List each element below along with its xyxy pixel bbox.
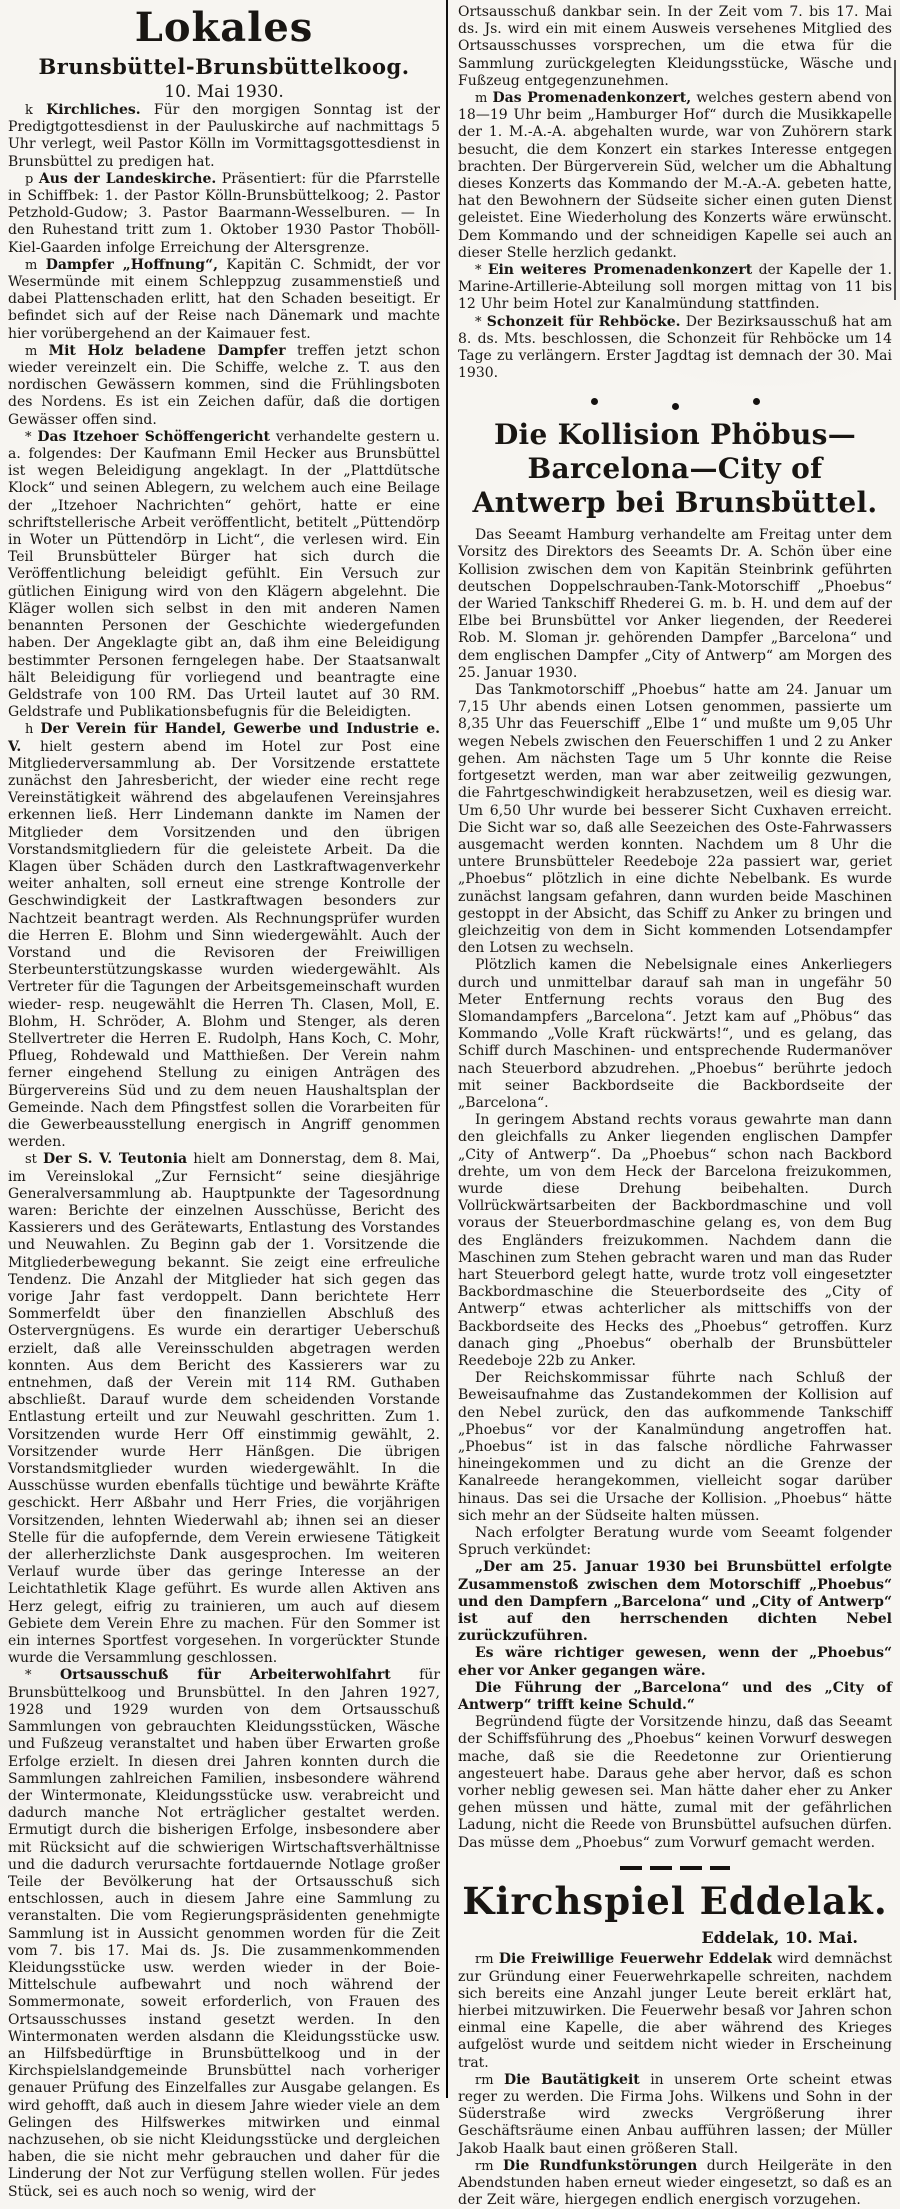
news-item: [8, 257, 440, 343]
news-item: [8, 429, 440, 721]
correspondent-mark: *: [475, 314, 482, 330]
news-item: [458, 90, 892, 262]
item-text: verhandelte gestern u. a. folgendes: Der Kaufmann Emil Hecker aus Brunsbüttel ist wegen Beleidigung angeklagt. In der „Plattdütsche Klock“ und seinen Ablegern, zu welchem auch eine Beilage der „Itzehoer Nachrichten“ gehört, hatte er eine schriftstellerische Arbeit veröffentlicht, betitelt „Püttendörp in Woter un Püttendörp in Licht“, die verlesen wird. Ein Teil Brunsbütteler Bürger hat sich durch die Veröffentlichung beleidigt gefühlt. Ein Versuch zur gütlichen Einigung wird von den Klägern abgelehnt. Die Kläger wollen sich selbst in den mit anderen Namen benannten Personen der Geschichte wiedergefunden haben. Der Angeklagte gibt an, daß ihm eine Beleidigung bestimmter Personen ferngelegen habe. Der Staatsanwalt hält Beleidigung für vorliegend und beantragte eine Geldstrafe von 100 RM. Das Urteil lautet auf 30 RM. Geldstrafe und Publikationsbefugnis für die Beleidigten.: [8, 428, 440, 721]
news-item: [458, 262, 892, 314]
article-paragraph: Das Tankmotorschiff „Phoebus“ hatte am 24. Januar um 7,15 Uhr abends einen Lotsen genommen, passierte um 8,35 Uhr das Feuerschiff „Elbe 1“ und mußte um 9,05 Uhr wegen Nebels zwischen den Feuerschiffen 1 und 2 zu Anker gehen. Am nächsten Tage um 5 Uhr konnte die Reise fortgesetzt werden, man war aber zeitweilig gezwungen, die Fahrtgeschwindigkeit herabzusetzen, weil es diesig war. Um 6,50 Uhr wurde bei besserer Sicht Cuxhaven erreicht. Die Sicht war so, daß alle Seezeichen des Oste-Fahrwassers ausgemacht werden konnten. Nachdem um 8 Uhr die untere Brunsbütteler Reedeboje 22a passiert war, geriet „Phoebus“ plötzlich in eine dichte Nebelbank. Es wurde zunächst langsam gefahren, dann wurden beide Maschinen gestoppt in der Absicht, das Schiff zu Anker zu bringen und gleichzeitig von dem in Sicht kommenden Lotsendampfer den Lotsen zu wechseln.: [458, 682, 892, 957]
item-lead: Ein weiteres Promenadenkonzert: [487, 262, 753, 279]
item-text: der Kapelle der 1. Marine-Artillerie-Abteilung soll morgen mittag von 11 bis 12 Uhr beim Hotel zur Kanalmündung stattfinden.: [458, 262, 892, 313]
article-paragraph: Begründend fügte der Vorsitzende hinzu, daß das Seeamt der Schiffsführung des „Phoebus“ keinen Vorwurf deswegen mache, daß sie die Reedetonne zur Orientierung angesteuert habe. Daraus gehe aber hervor, daß es schon vorher neblig gewesen sei. Man hätte daher eher zu Anker gehen müssen und hätte, zumal mit der gefährlichen Ladung, nicht die Reede von Brunsbüttel aufsuchen dürfen. Das müsse dem „Phoebus“ zum Vorwurf gemacht werden.: [458, 1714, 892, 1851]
article-paragraph: In geringem Abstand rechts voraus gewahrte man dann den gleichfalls zu Anker liegenden englischen Dampfer „City of Antwerp“. Da „Phoebus“ schon nach Backbord drehte, um von dem Heck der Barcelona freizukommen, wurde diese Drehung beibehalten. Durch Vollrückwärtsarbeiten der Backbordmaschine und voll voraus der Steuerbordmaschine gelang es, von dem Bug des Engländers freizukommen. Nachdem dann die Maschinen zum Stehen gebracht waren und man das Ruder hart Steuerbord gelegt hatte, wurde trotz voll eingesetzter Backbordmaschine die Steuerbordseite des „City of Antwerp“ etwas achterlicher als mittschiffs von der Backbordseite des Hecks des „Phoebus“ getroffen. Kurz danach ging „Phoebus“ oberhalb der Brunsbütteler Reedeboje 22b zu Anker.: [458, 1112, 892, 1369]
news-item: [458, 314, 892, 383]
left-column: [8, 0, 440, 2201]
correspondent-mark: *: [25, 1668, 32, 1684]
item-lead: Das Promenadenkonzert,: [492, 90, 692, 107]
correspondent-mark: m: [25, 343, 38, 359]
continuation-paragraph: Ortsausschuß dankbar sein. In der Zeit vom 7. bis 17. Mai ds. Js. wird ein mit einem Ausweis versehenes Mitglied des Ortsausschusses vorsprechen, um die etwa für die Sammlung zurückgelegten Kleidungsstücke, Wäsche und Fußzeug entgegenzunehmen.: [458, 4, 892, 89]
correspondent-mark: st: [25, 1152, 37, 1168]
correspondent-mark: rm: [475, 2072, 494, 2088]
article-paragraph: Nach erfolgter Beratung wurde vom Seeamt folgender Spruch verkündet:: [458, 1525, 892, 1559]
item-text: hielt am Donnerstag, dem 8. Mai, im Vereinslokal „Zur Fernsicht“ seine diesjährige Generalversammlung ab. Hauptpunkte der Tagesordnung waren: Berichte der einzelnen Ausschüsse, Bericht des Kassierers und des Gerätewarts, Entlastung des Vorstandes und Neuwahlen. Zu Beginn gab der 1. Vorsitzende die Mitgliederbewegung bekannt. Sie zeigt eine erfreuliche Tendenz. Die Anzahl der Mitglieder hat sich gegen das vorige Jahr fast verdoppelt. Dann berichtete Herr Sommerfeldt über den finanziellen Abschluß des Ostervergnügens. Es wurde ein derartiger Ueberschuß erzielt, daß alle Vereinsschulden abgetragen werden konnten. Aus dem Bericht des Kassierers war zu entnehmen, daß der Verein mit 114 RM. Guthaben abschließt. Darauf wurde dem scheidenden Vorstande Entlastung erteilt und zur Neuwahl geschritten. Zum 1. Vorsitzenden wurde Herr Off einstimmig gewählt, 2. Vorsitzender wurde Herr Hänßgen. Die übrigen Vorstandsmitglieder wurden wiedergewählt. In die Ausschüsse wurden ebenfalls tüchtige und bewährte Kräfte geschickt. Herr Aßbahr und Herr Fries, die vorjährigen Vorsitzenden, lehnten Wiederwahl ab; ihnen sei an dieser Stelle für die aufopfernde, dem Verein erwiesene Tätigkeit der allerherzlichste Dank ausgesprochen. Im weiteren Verlauf wurde über das geringe Interesse an der Leichtathletik Klage geführt. Es wurde allen Aktiven ans Herz gelegt, eifrig zu trainieren, um auch auf diesem Gebiete dem Verein Ehre zu machen. Für den Sommer ist ein internes Sportfest vorgesehen. In vorgerückter Stunde wurde die Versammlung geschlossen.: [8, 1151, 441, 1667]
collision-article-headline: Die Kollision Phöbus—Barcelona—City of Antwerp bei Brunsbüttel.: [472, 418, 878, 519]
news-item: [458, 2072, 892, 2158]
column-divider-rule: [446, 0, 448, 2098]
item-text: durch Heilgeräte in den Abendstunden haben erneut wieder eingesetzt, so daß es an der Zeit wäre, hiergegen endlich energisch vorzugehen.: [458, 2157, 893, 2209]
item-lead: Schonzeit für Rehböcke.: [486, 313, 681, 330]
verdict-paragraph: „Der am 25. Januar 1930 bei Brunsbüttel erfolgte Zusammenstoß zwischen dem Motorschiff „Phoebus“ und den Dampfern „Barcelona“ und „City of Antwerp“ ist auf den herrschenden dichten Nebel zurückzuführen.: [458, 1559, 892, 1645]
correspondent-mark: m: [475, 91, 488, 107]
item-text: Der Bezirksausschuß hat am 8. ds. Mts. beschlossen, die Schonzeit für Rehböcke um 14 Tage zu verlängern. Erster Jagdtag ist demnach der 30. Mai 1930.: [458, 313, 893, 382]
correspondent-mark: k: [25, 103, 33, 118]
correspondent-mark: p: [25, 171, 34, 187]
correspondent-mark: *: [475, 263, 482, 279]
article-paragraph: Das Seeamt Hamburg verhandelte am Freitag unter dem Vorsitz des Direktors des Seeamts Dr. A. Schön über eine Kollision zwischen dem von Kapitän Steinbrink geführten deutschen Doppelschrauben-Tank-Motorschiff „Phoebus“ der Waried Tankschiff Rhederei G. m. b. H. und dem auf der Elbe bei Brunsbüttel vor Anker liegenden, der Reederei Rob. M. Sloman jr. gehörenden Dampfer „Barcelona“ und dem englischen Dampfer „City of Antwerp“ am Morgen des 25. Januar 1930.: [458, 527, 892, 681]
right-column: [458, 0, 892, 2209]
section-title: Lokales: [134, 4, 314, 51]
masthead: [8, 6, 440, 102]
news-item: [8, 102, 440, 171]
news-item: [8, 1151, 440, 1667]
article-paragraph: Plötzlich kamen die Nebelsignale eines Ankerliegers durch und unmittelbar darauf sah man in ungefähr 50 Meter Entfernung rechts voraus den Bug des Slomandampfers „Barcelona“. Jetzt kam auf „Phöbus“ das Kommando „Volle Kraft rückwärts!“, und es gelang, das Schiff durch Maschinen- und entsprechende Rudermanöver nach Steuerbord abzudrehen. „Phoebus“ berührte jedoch mit seiner Backbordseite die Backbordseite der „Barcelona“.: [458, 957, 892, 1111]
item-lead: Das Itzehoer Schöffengericht: [37, 428, 270, 445]
news-item: [458, 1951, 892, 2071]
correspondent-mark: h: [25, 722, 34, 738]
news-item: [8, 343, 440, 429]
correspondent-mark: *: [25, 429, 32, 445]
item-lead: Kirchliches.: [46, 102, 141, 118]
eddelak-section-headline: Kirchspiel Eddelak.: [462, 1878, 888, 1923]
item-lead: Der S. V. Teutonia: [43, 1151, 188, 1168]
item-text: treffen jetzt schon wieder vereinzelt ein. Die Schiffe, welche z. T. aus den nordischen Gewässern kommen, sind die Frühlingsboten des Nordens. Es ist ein Zeichen dafür, daß die dortigen Gewässer offen sind.: [8, 342, 441, 428]
item-lead: Ortsausschuß für Arbeiterwohlfahrt: [59, 1667, 391, 1684]
item-lead: Mit Holz beladene Dampfer: [48, 342, 286, 359]
news-item: [458, 2158, 892, 2209]
correspondent-mark: rm: [475, 2158, 494, 2174]
item-text: hielt gestern abend im Hotel zur Post eine Mitgliederversammlung ab. Der Vorsitzende erstattete zunächst den Jahresbericht, der wieder eine recht rege Vereinstätigkeit während des abgelaufenen Vereinsjahres erkennen ließ. Herr Lindemann dankte im Namen der Mitglieder dem Vorsitzenden und den übrigen Vorstandsmitgliedern für die geleistete Arbeit. Da die Klagen über Schäden durch den Lastkraftwagenverkehr weiter anhalten, soll erneut eine strenge Kontrolle der Geschwindigkeit der Lastkraftwagen besonders zur Nachtzeit beantragt werden. Als Rechnungsprüfer wurden die Herren E. Blohm und Sinn wiedergewählt. Auch der Vorstand und die Revisoren der Freiwilligen Sterbeunterstützungskasse wurden wiedergewählt. Als Vertreter für die Tagungen der Arbeitsgemeinschaft wurden wieder- resp. neugewählt die Herren Th. Clasen, Moll, E. Blohm, H. Schröder, A. Blohm und Stenger, als deren Stellvertreter die Herren E. Rudolph, Hans Koch, C. Mohr, Pflueg, Rohdewald und Matthießen. Der Verein nahm ferner eingehend Stellung zu einigen Anträgen des Bürgervereins Süd und zu dem neuen Haushaltsplan der Gemeinde. Nach dem Pfingstfest sollen die Vorarbeiten für die Gewerbeausstellung energisch in Angriff genommen werden.: [8, 738, 440, 1151]
item-text: wird demnächst zur Gründung einer Feuerwehrkapelle schreiten, nachdem sich bereits eine Anzahl junger Leute bereit erklärt hat, hierbei mitzuwirken. Die Feuerwehr besaß vor Jahren schon einmal eine Kapelle, die aber während des Krieges aufgelöst wurde und seitdem nicht wieder in Erscheinung trat.: [458, 1951, 893, 2071]
news-item: [8, 721, 440, 1151]
date-line: 10. Mai 1930.: [164, 82, 284, 102]
item-text: welches gestern abend von 18—19 Uhr beim „Hamburger Hof“ durch die Musikkapelle der 1. M.-A.-A. abgehalten wurde, war von Zuhörern stark besucht, die dem Konzert ein starkes Interesse entgegen brachten. Der Bürgerverein Süd, welcher um die Abhaltung dieses Konzerts das Kommando der M.-A.-A. gebeten hatte, hat den Bewohnern der Südseite sicher einen guten Dienst geleistet. Eine Wiederholung des Konzerts wäre erwünscht. Dem Kommando und der schneidigen Kapelle sei auch an dieser Stelle herzlich gedankt.: [458, 90, 892, 261]
item-lead: Aus der Landeskirche.: [38, 170, 217, 187]
place-line: Brunsbüttel-Brunsbüttelkoog.: [38, 54, 410, 79]
verdict-paragraph: Die Führung der „Barcelona“ und des „City of Antwerp“ trifft keine Schuld.“: [458, 1679, 892, 1714]
item-text: für Brunsbüttelkoog und Brunsbüttel. In den Jahren 1927, 1928 und 1929 wurden von dem Ortsausschuß Sammlungen von gebrauchten Kleidungsstücken, Wäsche und Fußzeug veranstaltet und haben über Erwarten große Erfolge erzielt. In diesen drei Jahren konnten durch die Sammlungen zahlreichen Familien, insbesondere während der Wintermonate, Kleidungsstücke usw. verabreicht und dadurch manche Not erträglicher gestaltet werden. Ermutigt durch die bisherigen Erfolge, insbesondere aber mit Rücksicht auf die schwierigen Wirtschaftsverhältnisse und die dadurch verursachte fortdauernde Notlage großer Teile der Bevölkerung hat der Ortsausschuß sich entschlossen, auch in diesem Jahre eine Sammlung zu veranstalten. Die vom Regierungspräsidenten genehmigte Sammlung ist in Aussicht genommen worden für die Zeit vom 7. bis 17. Mai ds. Js. Die zusammenkommenden Kleidungsstücke usw. werden wieder in der Boie-Mittelschule aufbewahrt und noch während der Sommermonate, soweit erforderlich, von Frauen des Ortsausschusses instand gesetzt werden. In den Wintermonaten werden alsdann die Kleidungsstücke usw. an Hilfsbedürftige in Brunsbüttelkoog und in der Kirchspielslandgemeinde Brunsbüttel nach vorheriger genauer Prüfung des Einzelfalles zur Ausgabe gelangen. Es wird gehofft, daß auch in diesem Jahre wieder viele an dem Gelingen des Hilfswerkes mitwirken und einmal nachzusehen, ob sie nicht Kleidungsstücke und dergleichen haben, die sie nicht mehr gebrauchen und daher für die Linderung der Not zur Verfügung stellen wollen. Für jedes Stück, sei es auch noch so wenig, wird der: [8, 1667, 441, 2200]
item-lead: Die Freiwillige Feuerwehr Eddelak: [498, 1951, 772, 1968]
news-item: [8, 1667, 440, 2200]
item-lead: Die Bautätigkeit: [503, 2071, 640, 2088]
item-text: in unserem Orte scheint etwas reger zu werden. Die Firma Johs. Wilkens und Sohn in der Süderstraße wird zwecks Vergrößerung ihrer Geschäftsräume einen Anbau aufführen lassen; der Müller Jakob Haalk baut einen größeren Stall.: [458, 2071, 893, 2157]
eddelak-dateline: Eddelak, 10. Mai.: [701, 1928, 858, 1948]
page-edge-mark: [894, 60, 896, 300]
item-lead: Die Rundfunkstörungen: [502, 2157, 698, 2174]
correspondent-mark: m: [25, 257, 38, 273]
article-paragraph: Der Reichskommissar führte nach Schluß der Beweisaufnahme das Zustandekommen der Kollision auf den Nebel zurück, den das aufkommende Tankschiff „Phoebus“ vor der Kanalmündung angetroffen hat. „Phoebus“ ist in das falsche nördliche Fahrwasser hineingekommen und zu dicht an die Grenze der Kanalreede herangekommen, vielleicht sogar darüber hinaus. Das sei die Ursache der Kollision. „Phoebus“ hätte sich mehr an der Südseite halten müssen.: [458, 1370, 892, 1524]
item-lead: Der Verein für Handel, Gewerbe und Industrie e. V.: [8, 721, 441, 755]
verdict-paragraph: Es wäre richtiger gewesen, wenn der „Phoebus“ eher vor Anker gegangen wäre.: [458, 1645, 892, 1679]
item-text: Kapitän C. Schmidt, der vor Wesermünde mit einem Schleppzug zusammenstieß und dabei Plattenschaden erlitt, hat den Schaden beseitigt. Er befindet sich auf der Reise nach Dänemark und machte hier vorübergehend an der Kaimauer fest.: [8, 256, 441, 342]
dots-separator: [458, 386, 892, 416]
dash-separator: [620, 1866, 730, 1870]
item-lead: Dampfer „Hoffnung“,: [45, 256, 219, 273]
news-item: [8, 171, 440, 257]
correspondent-mark: rm: [475, 1952, 494, 1968]
item-text: Für den morgigen Sonntag ist der Predigtgottesdienst in der Pauluskirche auf nachmittags 5 Uhr verlegt, weil Pastor Kölln im Vormittagsgottesdienst in Brunsbüttel zu predigen hat.: [8, 102, 440, 170]
item-text: Präsentiert: für die Pfarrstelle in Schiffbek: 1. der Pastor Kölln-Brunsbüttelkoog; 2. Pastor Petzhold-Gudow; 3. Pastor Baarmann-Wesselburen. — In den Ruhestand tritt zum 1. Oktober 1930 Pastor Thoböll-Kiel-Gaarden infolge Erreichung der Altersgrenze.: [8, 170, 440, 256]
